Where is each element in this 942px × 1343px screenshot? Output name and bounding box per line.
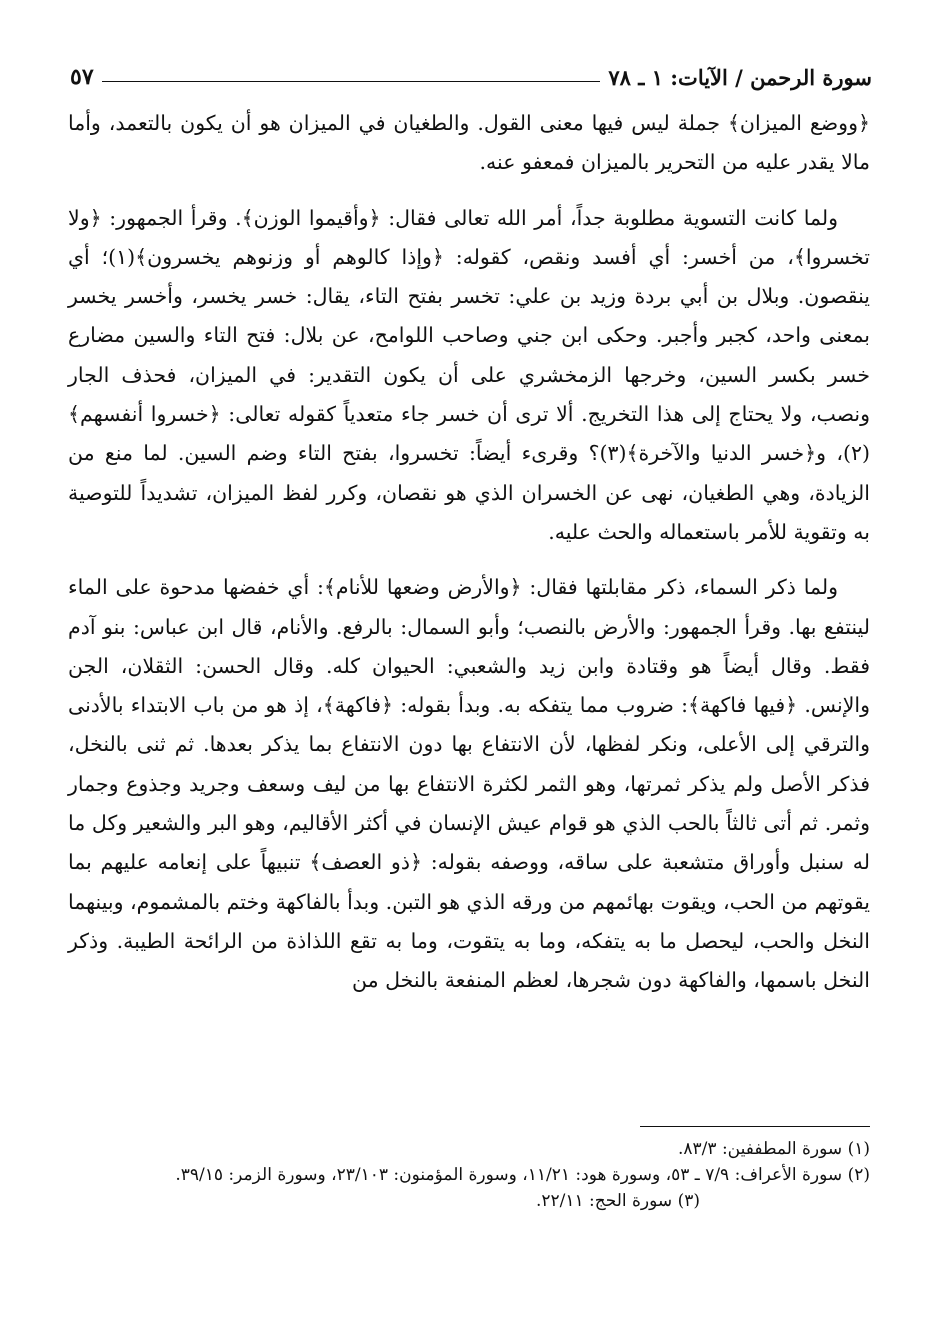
- header-rule: [102, 81, 601, 82]
- footnote-separator: [640, 1126, 870, 1127]
- paragraph: ولما كانت التسوية مطلوبة جداً، أمر الله تعالى فقال: ﴿وأقيموا الوزن﴾. وقرأ الجمهور: ﴿ولا تخسروا﴾، من أخسر: أي أفسد ونقص، كقوله: ﴿وإذا كالوهم أو وزنوهم يخسرون﴾(١)؛ أي ينقصون. وبلال بن أبي بردة وزيد بن علي: تخسر بفتح التاء، يقال: خسر يخسر، وأخسر يخسر بمعنى واحد، كجبر وأجبر. وحكى ابن جني وصاحب اللوامح، عن بلال: فتح التاء والسين مضارع خسر بكسر السين، وخرجها الزمخشري على أن يكون التقدير: في الميزان، فحذف الجار ونصب، ولا يحتاج إلى هذا التخريج. ألا ترى أن خسر جاء متعدياً كقوله تعالى: ﴿خسروا أنفسهم﴾(٢)، و﴿خسر الدنيا والآخرة﴾(٣)؟ وقرىء أيضاً: تخسروا، بفتح التاء وضم السين. لما منع من الزيادة، وهي الطغيان، نهى عن الخسران الذي هو نقصان، وكرر لفظ الميزان، تشديداً للتوصية به وتقوية للأمر باستعماله والحث عليه.: [68, 205, 870, 544]
- page-number: ٥٧: [70, 64, 94, 90]
- paragraph: ولما ذكر السماء، ذكر مقابلتها فقال: ﴿والأرض وضعها للأنام﴾: أي خفضها مدحوة على الماء لينتفع بها. وقرأ الجمهور: والأرض بالنصب؛ وأبو السمال: بالرفع. والأنام، قال ابن عباس: بنو آدم فقط. وقال أيضاً هو وقتادة وابن زيد والشعبي: الحيوان كله. وقال الحسن: الثقلان، الجن والإنس. ﴿فيها فاكهة﴾: ضروب مما يتفكه به. وبدأ بقوله: ﴿فاكهة﴾، إذ هو من باب الابتداء بالأدنى والترقي إلى الأعلى، ونكر لفظها، لأن الانتفاع بها دون الانتفاع بما يذكر بعدها. ثم ثنى بالنخل، فذكر الأصل ولم يذكر ثمرتها، وهو الثمر لكثرة الانتفاع بها من ليف وسعف وجريد وجذوع وجمار وثمر. ثم أتى ثالثاً بالحب الذي هو قوام عيش الإنسان في أكثر الأقاليم، وهو البر والشعير وكل ما له سنبل وأوراق متشعبة على ساقه، ووصفه بقوله: ﴿ذو العصف﴾ تنبيهاً على إنعامه عليهم بما يقوتهم من الحب، ويقوت بهائمهم من ورقه الذي هو التبن. وبدأ بالفاكهة وختم بالمشموم، وبينهما النخل والحب، ليحصل ما به يتفكه، وما به يتقوت، وما به تقع اللذاذة من الرائحة الطيبة. وذكر النخل باسمها، والفاكهة دون شجرها، لعظم المنفعة بالنخل من: [68, 575, 870, 993]
- paragraph: ﴿ووضع الميزان﴾ جملة ليس فيها معنى القول. والطغيان في الميزان هو أن يكون بالتعمد، وأما مالا يقدر عليه من التحرير بالميزان فمعفو عنه.: [68, 111, 870, 175]
- main-text: [68, 104, 870, 1001]
- footnote: (٣) سورة الحج: ٢٢/١١.: [535, 1191, 700, 1211]
- footnote: (١) سورة المطففين: ٨٣/٣.: [678, 1139, 870, 1159]
- footnote: (٢) سورة الأعراف: ٧/٩ ـ ٥٣، وسورة هود: ١١/٢١، وسورة المؤمنون: ٢٣/١٠٣، وسورة الزمر: ٣٩/١٥.: [175, 1165, 870, 1185]
- footnotes: [68, 1136, 870, 1214]
- running-title: سورة الرحمن / الآيات: ١ ـ ٧٨: [608, 65, 872, 90]
- page-header: [70, 56, 872, 90]
